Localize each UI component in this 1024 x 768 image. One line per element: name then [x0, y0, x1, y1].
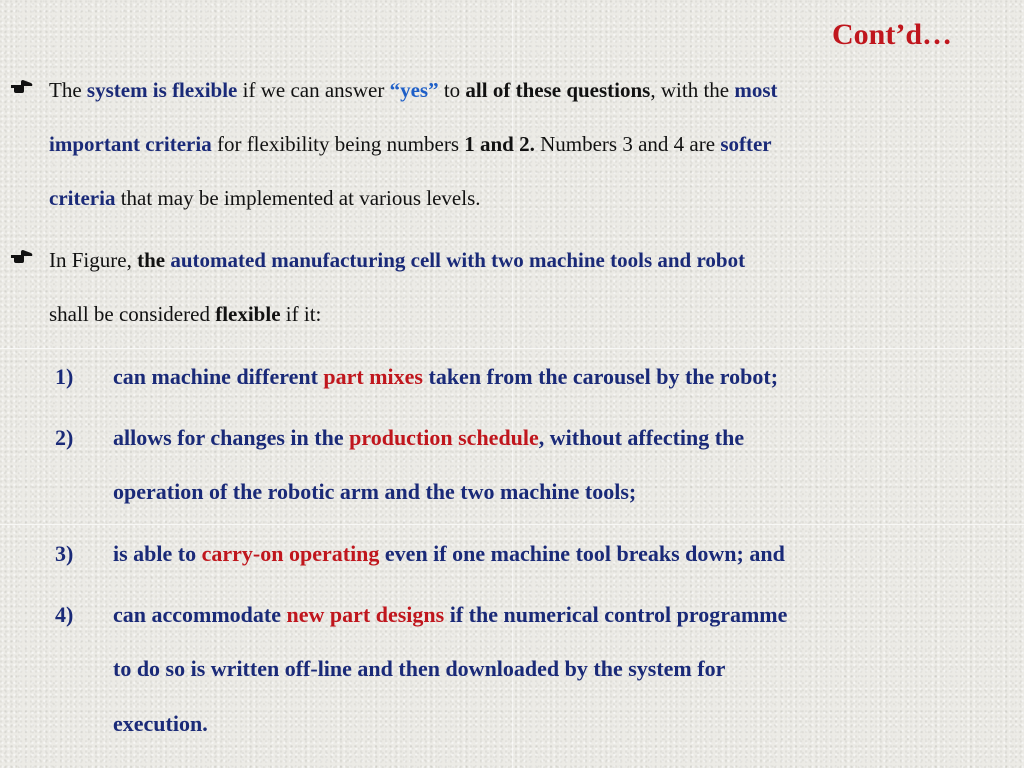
text-segment: is able to — [113, 541, 202, 566]
item-4-line-2: to do so is written off-line and then downloaded by the system for — [113, 656, 726, 681]
bullet-2-line-1 — [49, 246, 745, 274]
text-segment: to — [438, 78, 466, 102]
item-number: 2) — [55, 425, 74, 450]
bullet-2-line-2 — [49, 300, 321, 328]
text-segment: if it: — [280, 302, 322, 326]
text-segment: taken from the carousel by the robot; — [423, 364, 779, 389]
emphasis-flexible: flexible — [215, 302, 281, 326]
bullet-1-line-3 — [49, 184, 481, 212]
emphasis-automated-cell: automated manufacturing cell with two machine tools and robot — [165, 248, 746, 272]
text-segment: even if one machine tool breaks down; and — [379, 541, 785, 566]
item-4-line-3: execution. — [113, 711, 208, 736]
text-segment: In Figure, — [49, 248, 138, 272]
text-segment: , without affecting the — [538, 425, 745, 450]
emphasis-criteria: criteria — [49, 186, 116, 210]
text-segment: shall be considered — [49, 302, 216, 326]
text-segment: if the numerical control programme — [444, 602, 788, 627]
emphasis-most: most — [734, 78, 778, 102]
emphasis-system-is-flexible: system is flexible — [86, 78, 238, 102]
item-1-line-1 — [113, 363, 778, 391]
emphasis-softer: softer — [720, 132, 772, 156]
text-segment: allows for changes in the — [113, 425, 350, 450]
text-segment: can machine different — [113, 364, 324, 389]
item-number: 1) — [55, 364, 74, 389]
text-segment: that may be implemented at various levels. — [115, 186, 481, 210]
text-segment: if we can answer — [237, 78, 390, 102]
emphasis-carry-on-operating: carry-on operating — [201, 541, 380, 566]
text-segment: The — [49, 78, 87, 102]
emphasis-important-criteria: important criteria — [49, 132, 212, 156]
emphasis-1-and-2: 1 and 2. — [464, 132, 535, 156]
item-3-line-1 — [113, 540, 785, 568]
emphasis-all-questions: all of these questions — [465, 78, 651, 102]
emphasis-the: the — [137, 248, 166, 272]
bullet-1-line-1 — [49, 76, 778, 104]
text-segment: can accommodate — [113, 602, 287, 627]
item-2-line-2: operation of the robotic arm and the two machine tools; — [113, 479, 637, 504]
pointing-hand-icon — [10, 247, 34, 267]
emphasis-production-schedule: production schedule — [349, 425, 539, 450]
emphasis-yes: “yes” — [389, 78, 439, 102]
emphasis-new-part-designs: new part designs — [286, 602, 445, 627]
text-segment: Numbers 3 and 4 are — [534, 132, 721, 156]
item-number: 3) — [55, 541, 74, 566]
emphasis-part-mixes: part mixes — [323, 364, 423, 389]
pointing-hand-icon — [10, 77, 34, 97]
text-segment: , with the — [650, 78, 735, 102]
bullet-1-line-2 — [49, 130, 772, 158]
text-segment: for flexibility being numbers — [211, 132, 465, 156]
item-number: 4) — [55, 602, 74, 627]
slide-title: Cont’d… — [832, 18, 953, 51]
item-4-line-1 — [113, 601, 787, 629]
item-2-line-1 — [113, 424, 744, 452]
